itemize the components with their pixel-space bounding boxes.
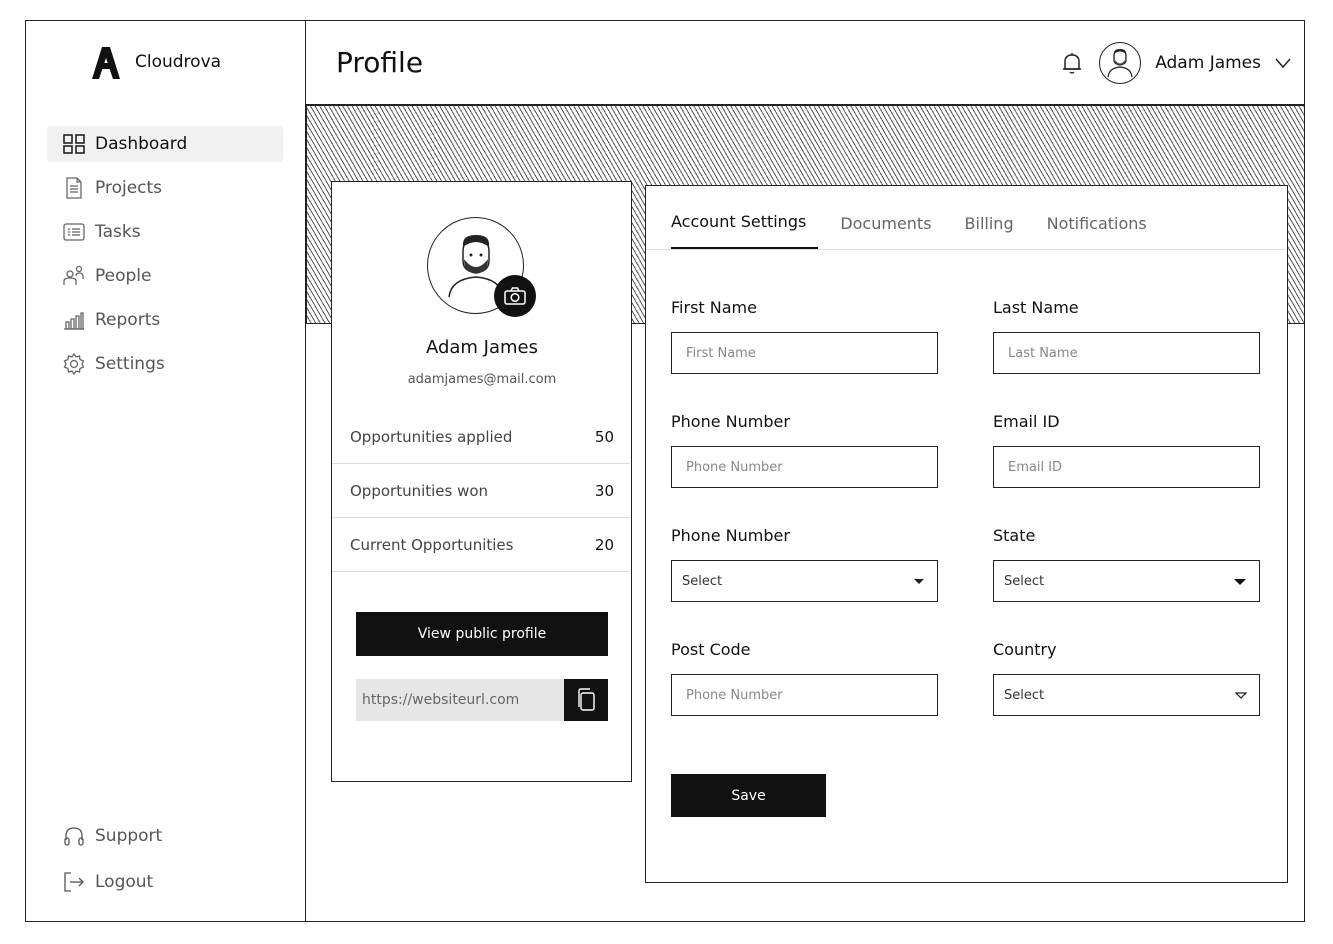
stat-label: Opportunities won xyxy=(350,481,489,500)
stat-label: Opportunities applied xyxy=(350,427,513,446)
state-label: State xyxy=(993,526,1036,545)
change-photo-button[interactable] xyxy=(494,275,536,317)
profile-url[interactable]: https://websiteurl.com xyxy=(362,692,520,708)
post-code-field[interactable] xyxy=(671,674,938,716)
stat-row xyxy=(332,410,630,464)
checklist-icon xyxy=(63,221,85,243)
page-title: Profile xyxy=(336,46,424,79)
stat-row xyxy=(332,518,630,572)
avatar[interactable] xyxy=(1099,42,1141,84)
sidebar-item-reports[interactable] xyxy=(47,302,283,338)
dashboard-icon xyxy=(63,133,85,155)
settings-panel xyxy=(645,185,1288,883)
profile-card xyxy=(331,181,632,782)
phone-number-select[interactable] xyxy=(671,560,938,602)
stat-value: 20 xyxy=(594,535,614,554)
people-icon xyxy=(63,265,85,287)
sidebar-item-label: Logout xyxy=(95,872,154,892)
sidebar-item-label: Tasks xyxy=(95,222,141,242)
phone-number-field[interactable] xyxy=(671,446,938,488)
stat-value: 30 xyxy=(594,481,614,500)
top-bar xyxy=(306,20,1305,105)
tab-documents[interactable]: Documents xyxy=(840,214,932,233)
tab-billing[interactable]: Billing xyxy=(964,214,1014,233)
email-id-label: Email ID xyxy=(993,412,1060,431)
email-id-field[interactable] xyxy=(993,446,1260,488)
sidebar-item-projects[interactable] xyxy=(47,170,283,206)
sidebar-item-label: Dashboard xyxy=(95,134,188,154)
user-name[interactable]: Adam James xyxy=(1155,53,1261,73)
sidebar-item-label: Projects xyxy=(95,178,163,198)
user-area xyxy=(1059,42,1291,84)
sidebar-item-logout[interactable] xyxy=(47,864,283,900)
profile-name: Adam James xyxy=(425,337,539,358)
stat-row xyxy=(332,464,630,518)
sidebar-nav xyxy=(47,126,283,390)
sidebar-item-settings[interactable] xyxy=(47,346,283,382)
country-select[interactable] xyxy=(993,674,1260,716)
first-name-field[interactable] xyxy=(671,332,938,374)
phone-number-label: Phone Number xyxy=(671,412,790,431)
save-button[interactable]: Save xyxy=(671,774,826,817)
chevron-down-icon[interactable] xyxy=(1275,57,1291,69)
copy-icon xyxy=(576,688,596,712)
app-name: Cloudrova xyxy=(135,52,222,72)
select-value: Select xyxy=(1004,687,1045,703)
settings-tabs xyxy=(646,186,1286,250)
first-name-label: First Name xyxy=(671,298,757,317)
tab-notifications[interactable]: Notifications xyxy=(1046,214,1147,233)
bell-icon[interactable] xyxy=(1059,50,1085,76)
country-label: Country xyxy=(993,640,1057,659)
camera-icon xyxy=(504,287,526,305)
sidebar-item-label: Settings xyxy=(95,354,165,374)
sidebar xyxy=(25,20,306,922)
sidebar-item-support[interactable] xyxy=(47,818,283,854)
stat-label: Current Opportunities xyxy=(350,535,514,554)
view-public-profile-button[interactable]: View public profile xyxy=(356,612,608,656)
last-name-field[interactable] xyxy=(993,332,1260,374)
caret-down-icon xyxy=(1235,691,1247,699)
phone-number-select-label: Phone Number xyxy=(671,526,790,545)
user-avatar-icon xyxy=(1106,48,1134,78)
gear-icon xyxy=(63,353,85,375)
bar-chart-icon xyxy=(63,309,85,331)
last-name-label: Last Name xyxy=(993,298,1079,317)
select-value: Select xyxy=(1004,573,1045,589)
logo-icon xyxy=(89,44,123,80)
sidebar-item-tasks[interactable] xyxy=(47,214,283,250)
sidebar-item-people[interactable] xyxy=(47,258,283,294)
sidebar-item-label: People xyxy=(95,266,152,286)
sidebar-item-dashboard[interactable] xyxy=(47,126,283,162)
sidebar-bottom-nav xyxy=(47,818,283,910)
profile-stats xyxy=(332,410,630,572)
tab-account-settings[interactable]: Account Settings xyxy=(671,212,818,249)
sidebar-item-label: Reports xyxy=(95,310,161,330)
select-value: Select xyxy=(682,573,723,589)
post-code-label: Post Code xyxy=(671,640,751,659)
headphones-icon xyxy=(63,825,85,847)
logo[interactable] xyxy=(89,44,221,80)
sidebar-item-label: Support xyxy=(95,826,163,846)
state-select[interactable] xyxy=(993,560,1260,602)
copy-url-button[interactable] xyxy=(564,679,608,721)
profile-url-field xyxy=(356,679,608,721)
caret-down-icon xyxy=(913,577,925,585)
profile-email: adamjames@mail.com xyxy=(407,372,557,387)
caret-down-icon xyxy=(1233,577,1247,586)
stat-value: 50 xyxy=(594,427,614,446)
document-icon xyxy=(63,177,85,199)
logout-icon xyxy=(63,871,85,893)
